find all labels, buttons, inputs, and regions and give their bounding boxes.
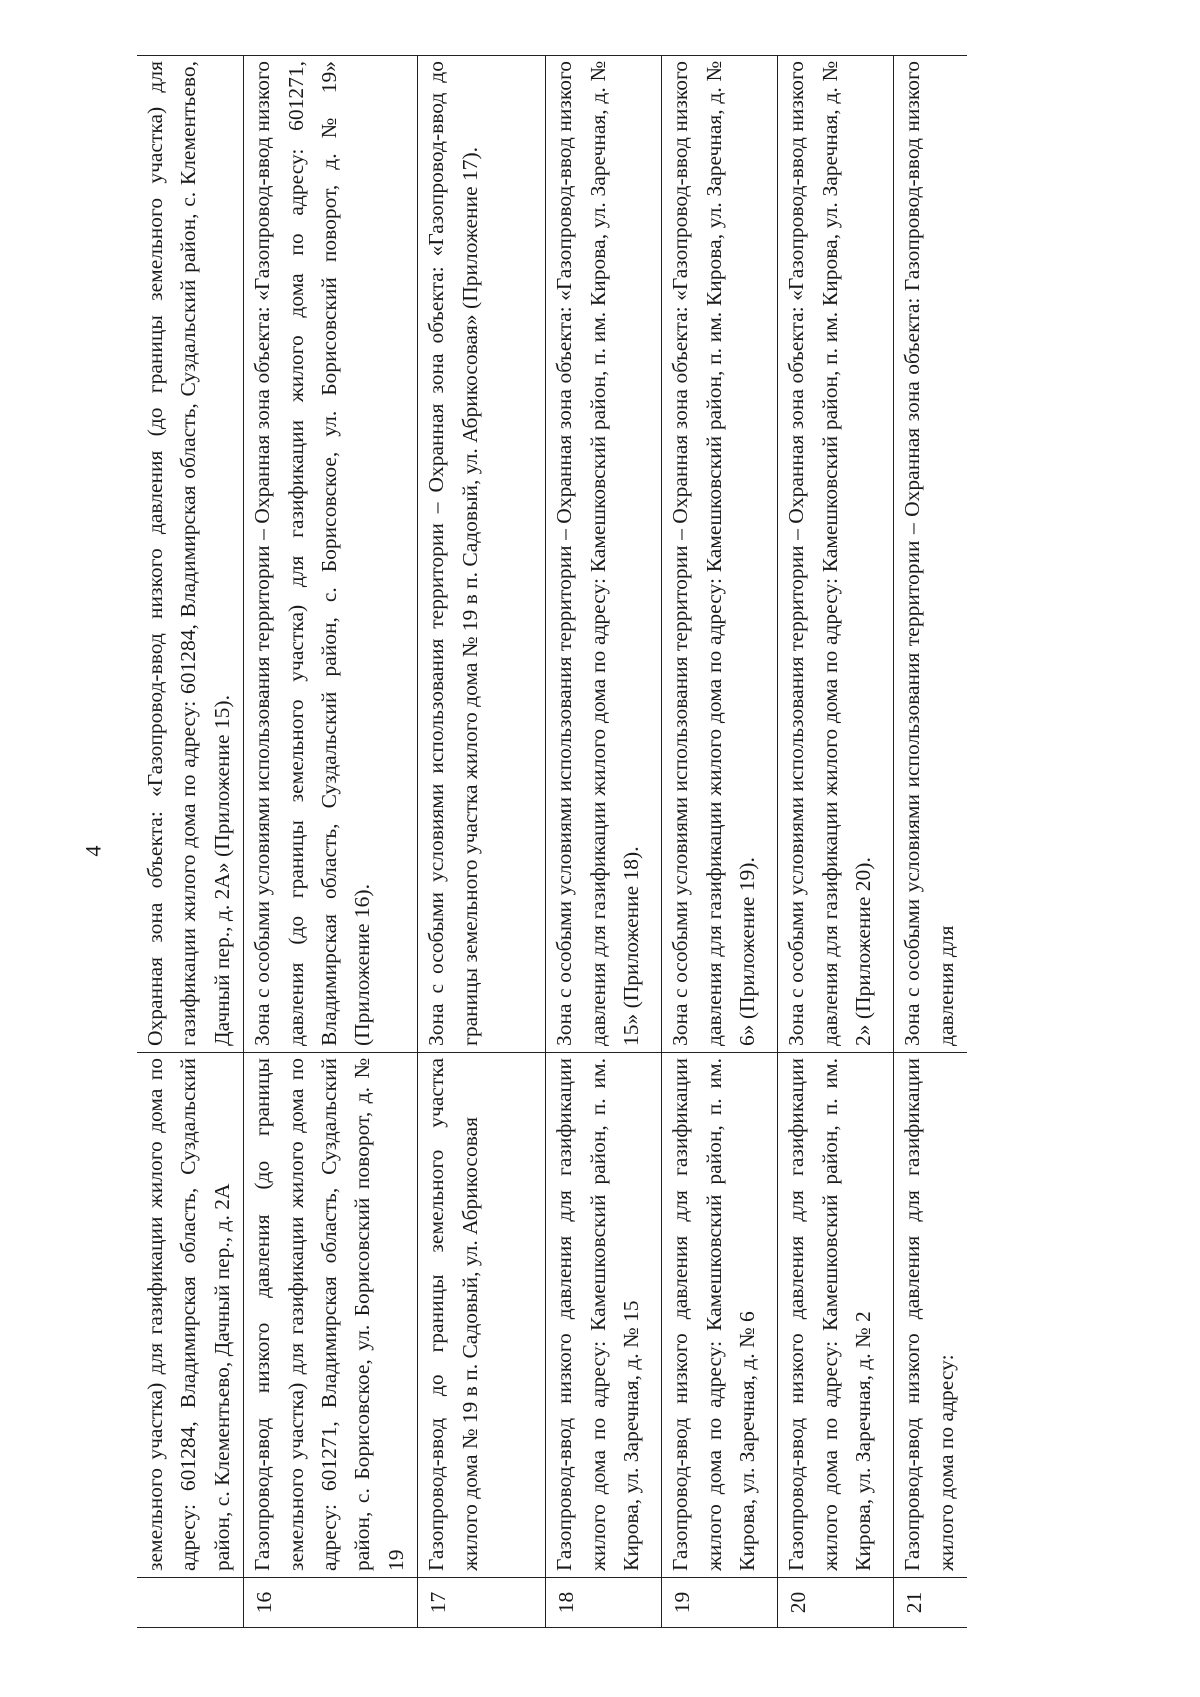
zone-description: Зона с особыми условиями использования территории – Охранная зона объекта: «Газопровод-ввод низкого давления для газификации жилого дома по адресу: Камешковский район, п. им. Кирова, ул. Заречная, д. № 2» (Приложение 20). <box>778 56 894 1053</box>
table-row <box>662 56 778 1628</box>
table-row <box>894 56 967 1628</box>
object-name: Газопровод-ввод низкого давления для газификации жилого дома по адресу: Камешковский район, п. им. Кирова, ул. Заречная, д. № 6 <box>662 1053 778 1578</box>
objects-table <box>137 55 967 1628</box>
page-number: 4 <box>80 845 106 857</box>
table-row <box>137 56 244 1628</box>
zone-description: Зона с особыми условиями использования территории – Охранная зона объекта: «Газопровод-ввод до границы земельного участка жилого дома № 19 в п. Садовый, ул. Абрикосовая» (Приложение 17). <box>418 56 546 1053</box>
zone-description: Зона с особыми условиями использования территории – Охранная зона объекта: «Газопровод-ввод низкого давления для газификации жилого дома по адресу: Камешковский район, п. им. Кирова, ул. Заречная, д. № 6» (Приложение 19). <box>662 56 778 1053</box>
zone-description: Зона с особыми условиями использования территории – Охранная зона объекта: «Газопровод-ввод низкого давления (до границы земельного участка) для газификации жилого дома по адресу: 601271, Владимирская область, Суздальский район, с. Борисовское, ул. Борисовский поворот, д. № 19» (Приложение 16). <box>244 56 418 1053</box>
rotated-table-frame <box>137 56 1040 1628</box>
row-number: 19 <box>662 1578 778 1628</box>
row-number: 16 <box>244 1578 418 1628</box>
row-number: 17 <box>418 1578 546 1628</box>
table-row <box>778 56 894 1628</box>
table-row <box>244 56 418 1628</box>
object-name: Газопровод-ввод низкого давления (до границы земельного участка) для газификации жилого дома по адресу: 601271, Владимирская область, Суздальский район, с. Борисовское, ул. Борисовский поворот, д. № 19 <box>244 1053 418 1578</box>
row-number: 21 <box>894 1578 967 1628</box>
row-number: 18 <box>546 1578 662 1628</box>
row-number: 20 <box>778 1578 894 1628</box>
object-name: Газопровод-ввод низкого давления для газификации жилого дома по адресу: <box>894 1053 967 1578</box>
object-name: Газопровод-ввод до границы земельного участка жилого дома № 19 в п. Садовый, ул. Абрикосовая <box>418 1053 546 1578</box>
object-name: Газопровод-ввод низкого давления для газификации жилого дома по адресу: Камешковский район, п. им. Кирова, ул. Заречная, д. № 15 <box>546 1053 662 1578</box>
zone-description: Зона с особыми условиями использования территории – Охранная зона объекта: Газопровод-ввод низкого давления для <box>894 56 967 1053</box>
zone-description: Охранная зона объекта: «Газопровод-ввод низкого давления (до границы земельного участка) для газификации жилого дома по адресу: 601284, Владимирская область, Суздальский район, с. Клементьево, Дачный пер., д. 2А» (Приложение 15). <box>137 56 244 1053</box>
object-name: Газопровод-ввод низкого давления для газификации жилого дома по адресу: Камешковский район, п. им. Кирова, ул. Заречная, д. № 2 <box>778 1053 894 1578</box>
row-number <box>137 1578 244 1628</box>
table-row <box>546 56 662 1628</box>
zone-description: Зона с особыми условиями использования территории – Охранная зона объекта: «Газопровод-ввод низкого давления для газификации жилого дома по адресу: Камешковский район, п. им. Кирова, ул. Заречная, д. № 15» (Приложение 18). <box>546 56 662 1053</box>
object-name: земельного участка) для газификации жилого дома по адресу: 601284, Владимирская область, Суздальский район, с. Клементьево, Дачный пер., д. 2А <box>137 1053 244 1578</box>
table-row <box>418 56 546 1628</box>
